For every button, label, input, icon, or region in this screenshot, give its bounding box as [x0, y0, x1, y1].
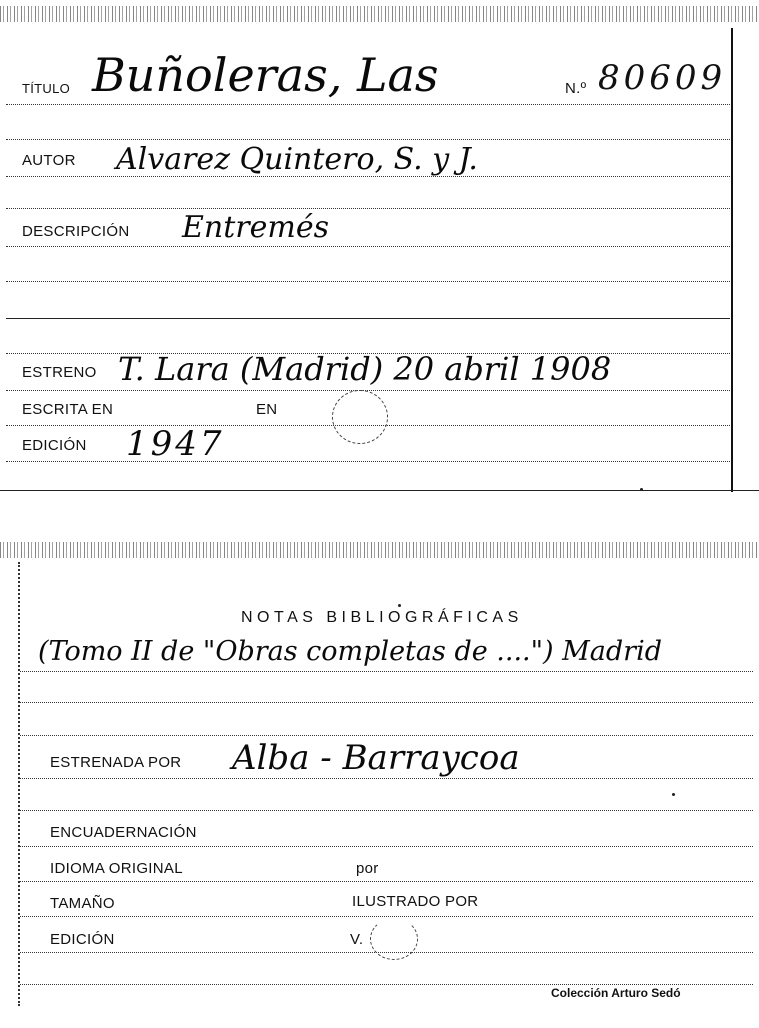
rule-bottom-back [20, 984, 753, 985]
numero-value: 80609 [598, 58, 727, 98]
punch-hole [332, 390, 388, 444]
catalog-card-back [0, 540, 759, 1028]
descripcion-label: DESCRIPCIÓN [22, 223, 130, 240]
en-label: EN [256, 401, 278, 418]
titulo-label: TÍTULO [22, 81, 71, 96]
rule-blank-4 [6, 318, 730, 319]
autor-value: Alvarez Quintero, S. y J. [116, 142, 478, 177]
v-label: V. [350, 931, 364, 948]
collection-credit: Colección Arturo Sedó [551, 986, 681, 1000]
estrenada-por-label: ESTRENADA POR [50, 754, 182, 771]
estrenada-por-value: Alba - Barraycoa [232, 738, 520, 778]
ink-speck [398, 604, 401, 607]
rule-blank-1 [6, 139, 730, 140]
card-bottom-edge [0, 490, 759, 491]
notas-value: (Tomo II de "Obras completas de ....") Madrid [38, 636, 663, 667]
card-right-border [731, 28, 733, 492]
rule-descripcion [6, 246, 730, 247]
punch-hole-back [370, 918, 418, 960]
encuadernacion-label: ENCUADERNACIÓN [50, 824, 197, 841]
rule-estrenada-por [20, 778, 753, 779]
ink-speck [672, 793, 675, 796]
rule-edicion [6, 461, 730, 462]
rule-tamano [20, 916, 753, 917]
descripcion-value: Entremés [182, 210, 329, 245]
numero-label: N.º [565, 80, 587, 97]
edicion-back-label: EDICIÓN [50, 931, 115, 948]
catalog-card-front [0, 0, 759, 494]
autor-label: AUTOR [22, 152, 76, 169]
torn-top-edge [0, 6, 759, 22]
estreno-value: T. Lara (Madrid) 20 abril 1908 [118, 350, 612, 388]
estreno-label: ESTRENO [22, 364, 97, 381]
edicion-label: EDICIÓN [22, 437, 87, 454]
rule-blank-back [20, 810, 753, 811]
tamano-label: TAMAÑO [50, 895, 115, 912]
card-left-border [18, 562, 20, 1006]
rule-blank-2 [6, 208, 730, 209]
titulo-value: Buñoleras, Las [92, 48, 439, 102]
edicion-value: 1947 [126, 424, 225, 464]
rule-autor [6, 176, 730, 177]
rule-notas-3 [20, 735, 753, 736]
por-label: por [356, 860, 379, 877]
rule-encuadernacion [20, 846, 753, 847]
rule-blank-3 [6, 281, 730, 282]
rule-titulo [6, 104, 730, 105]
rule-notas-1 [20, 671, 753, 672]
ilustrado-por-label: ILUSTRADO POR [352, 893, 479, 910]
rule-notas-2 [20, 702, 753, 703]
notas-heading: NOTAS BIBLIOGRÁFICAS [241, 609, 523, 626]
ink-speck [640, 488, 643, 491]
idioma-original-label: IDIOMA ORIGINAL [50, 860, 183, 877]
torn-top-edge-back [0, 542, 759, 558]
escrita-en-label: ESCRITA EN [22, 401, 114, 418]
rule-idioma [20, 881, 753, 882]
